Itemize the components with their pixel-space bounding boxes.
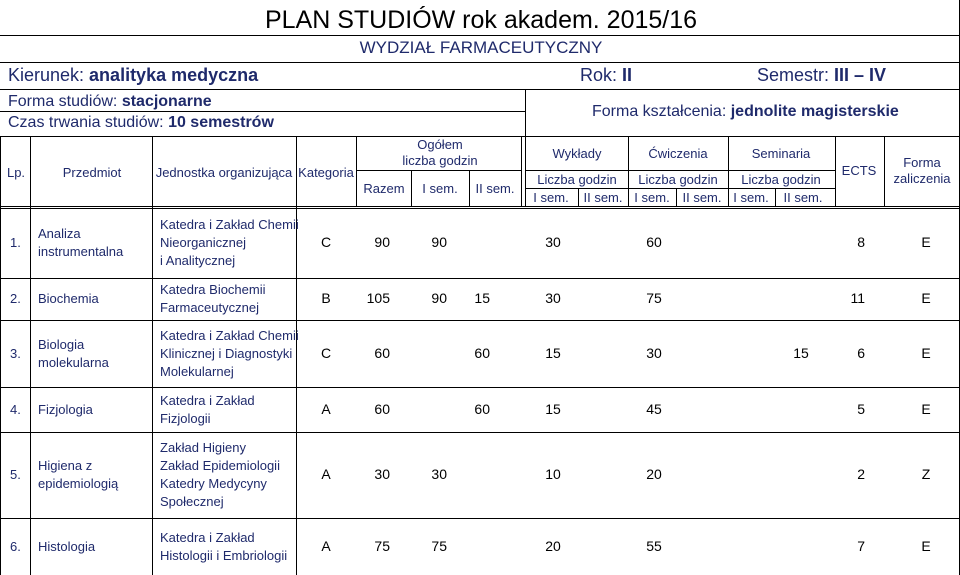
forma-ksztalcenia-label: Forma kształcenia: xyxy=(592,103,731,120)
row-forma: E xyxy=(921,290,931,306)
row-razem: 90 xyxy=(374,234,390,250)
row-ects: 11 xyxy=(850,290,865,306)
col-wyklady-godzin: Liczba godzin xyxy=(537,172,617,187)
row-lp: 3. xyxy=(10,345,21,361)
row-w2: 15 xyxy=(545,344,561,361)
row-c2: 60 xyxy=(646,234,662,250)
row-jednostka: Katedra i Zakład Chemii xyxy=(160,327,299,343)
row-w2: 30 xyxy=(545,234,561,250)
row-c2: 30 xyxy=(646,344,662,361)
row-forma: E xyxy=(921,400,931,417)
kierunek-value: analityka medyczna xyxy=(89,65,259,85)
row-s2: 60 xyxy=(474,400,490,417)
col-ogolem: Ogółem xyxy=(417,137,463,152)
kierunek-label: Kierunek: xyxy=(8,65,90,85)
row-przedmiot: Histologia xyxy=(38,538,96,554)
row-jednostka: Społecznej xyxy=(160,494,224,509)
col-wyklady-i-sem: I sem. xyxy=(533,190,569,205)
row-ects: 5 xyxy=(857,400,865,417)
col-forma: Forma xyxy=(903,155,941,170)
col-jednostka: Jednostka organizująca xyxy=(155,165,293,180)
row-przedmiot: molekularna xyxy=(38,354,109,370)
row-forma: E xyxy=(921,234,931,250)
row-ects: 2 xyxy=(857,466,865,482)
row-razem: 30 xyxy=(374,466,390,482)
col-seminaria-godzin: Liczba godzin xyxy=(741,172,821,187)
row-forma: E xyxy=(921,344,931,361)
row-jednostka: Katedra Biochemii xyxy=(160,282,266,297)
row-jednostka: Zakład Epidemiologii xyxy=(160,458,280,473)
row-razem: 60 xyxy=(374,400,390,417)
col-cwiczenia-i-sem: I sem. xyxy=(634,190,670,205)
row-w2: 15 xyxy=(545,400,561,417)
kierunek-line xyxy=(8,65,258,86)
col-seminaria-ii-sem: II sem. xyxy=(783,190,823,205)
forma-studiow-label: Forma studiów: xyxy=(8,93,122,110)
row-ects: 7 xyxy=(857,537,865,554)
col-ects: ECTS xyxy=(841,163,877,178)
forma-ksztalcenia-line xyxy=(592,103,899,121)
rok-label: Rok: xyxy=(580,65,623,85)
semestr-line xyxy=(757,65,886,86)
row-jednostka: Katedra i Zakład xyxy=(160,529,255,545)
row-jednostka: Histologii i Embriologii xyxy=(160,547,288,563)
row-w2: 30 xyxy=(545,290,561,306)
row-forma: E xyxy=(921,537,931,554)
row-jednostka: Katedry Medycyny xyxy=(160,476,267,491)
row-c2: 55 xyxy=(646,537,662,554)
row-forma: Z xyxy=(921,466,931,482)
row-przedmiot: Fizjologia xyxy=(38,401,93,417)
col-seminaria-i-sem: I sem. xyxy=(733,190,769,205)
row-lp: 5. xyxy=(10,467,21,482)
row-jednostka: Fizjologii xyxy=(160,410,211,426)
page-title: PLAN STUDIÓW rok akadem. 2015/16 xyxy=(264,6,698,34)
row-ects: 6 xyxy=(857,344,865,361)
row-c2: 20 xyxy=(646,466,662,482)
row-kat: A xyxy=(321,466,331,482)
col-cwiczenia-ii-sem: II sem. xyxy=(682,190,722,205)
rok-value: II xyxy=(622,65,633,85)
col-przedmiot: Przedmiot xyxy=(62,165,122,180)
row-w2: 20 xyxy=(545,537,561,554)
row-jednostka: Katedra i Zakład Chemii xyxy=(160,217,299,232)
row-jednostka: Zakład Higieny xyxy=(160,440,246,455)
row-razem: 105 xyxy=(366,290,390,306)
row-jednostka: i Analitycznej xyxy=(160,253,236,268)
row-lp: 4. xyxy=(10,401,21,417)
col-liczba-godzin: liczba godzin xyxy=(402,153,478,168)
row-przedmiot: Biochemia xyxy=(38,291,99,306)
row-jednostka: Molekularnej xyxy=(160,363,234,379)
rok-line xyxy=(580,65,632,86)
row-lp: 2. xyxy=(10,291,21,306)
col-i-sem: I sem. xyxy=(422,181,458,196)
col-ii-sem: II sem. xyxy=(475,181,515,196)
row-s1: 75 xyxy=(431,537,447,554)
row-kat: A xyxy=(321,537,331,554)
col-kategoria: Kategoria xyxy=(298,165,354,180)
row-jednostka: Klinicznej i Diagnostyki xyxy=(160,345,293,361)
col-cwiczenia-godzin: Liczba godzin xyxy=(638,172,718,187)
row-w2: 10 xyxy=(545,466,561,482)
row-c2: 75 xyxy=(646,290,662,306)
col-razem: Razem xyxy=(363,181,405,196)
row-s1: 90 xyxy=(431,234,447,250)
col-wyklady: Wykłady xyxy=(552,146,602,161)
forma-ksztalcenia-value: jednolite magisterskie xyxy=(730,103,899,120)
row-kat: B xyxy=(321,290,331,306)
row-s2: 15 xyxy=(474,290,490,306)
row-ects: 8 xyxy=(857,234,865,250)
col-seminaria: Seminaria xyxy=(751,146,811,161)
forma-studiow-line xyxy=(8,93,212,111)
semestr-label: Semestr: xyxy=(757,65,835,85)
row-razem: 60 xyxy=(374,344,390,361)
row-jednostka: Farmaceutycznej xyxy=(160,300,259,315)
row-kat: C xyxy=(320,344,332,361)
row-c2: 45 xyxy=(646,400,662,417)
row-razem: 75 xyxy=(374,537,390,554)
row-sm2: 15 xyxy=(793,344,809,361)
row-kat: C xyxy=(320,234,332,250)
row-przedmiot: Analiza xyxy=(38,226,81,241)
row-s1: 90 xyxy=(431,290,447,306)
row-przedmiot: epidemiologią xyxy=(38,476,119,491)
col-zaliczenia: zaliczenia xyxy=(893,171,951,186)
row-s2: 60 xyxy=(474,344,490,361)
row-jednostka: Katedra i Zakład xyxy=(160,392,255,408)
row-lp: 1. xyxy=(10,235,21,250)
czas-trwania-value: 10 semestrów xyxy=(168,114,274,131)
col-lp: Lp. xyxy=(6,165,26,180)
row-przedmiot: Higiena z xyxy=(38,458,93,473)
row-s1: 30 xyxy=(431,466,447,482)
row-lp: 6. xyxy=(10,538,21,554)
row-przedmiot: instrumentalna xyxy=(38,244,124,259)
row-jednostka: Nieorganicznej xyxy=(160,235,246,250)
czas-trwania-label: Czas trwania studiów: xyxy=(8,114,169,131)
czas-trwania-line xyxy=(8,114,274,132)
row-kat: A xyxy=(321,400,331,417)
faculty-name: WYDZIAŁ FARMACEUTYCZNY xyxy=(359,38,603,57)
forma-studiow-value: stacjonarne xyxy=(121,93,212,110)
row-przedmiot: Biologia xyxy=(38,336,85,352)
semestr-value: III – IV xyxy=(834,65,887,85)
col-wyklady-ii-sem: II sem. xyxy=(583,190,623,205)
col-cwiczenia: Ćwiczenia xyxy=(648,146,708,161)
